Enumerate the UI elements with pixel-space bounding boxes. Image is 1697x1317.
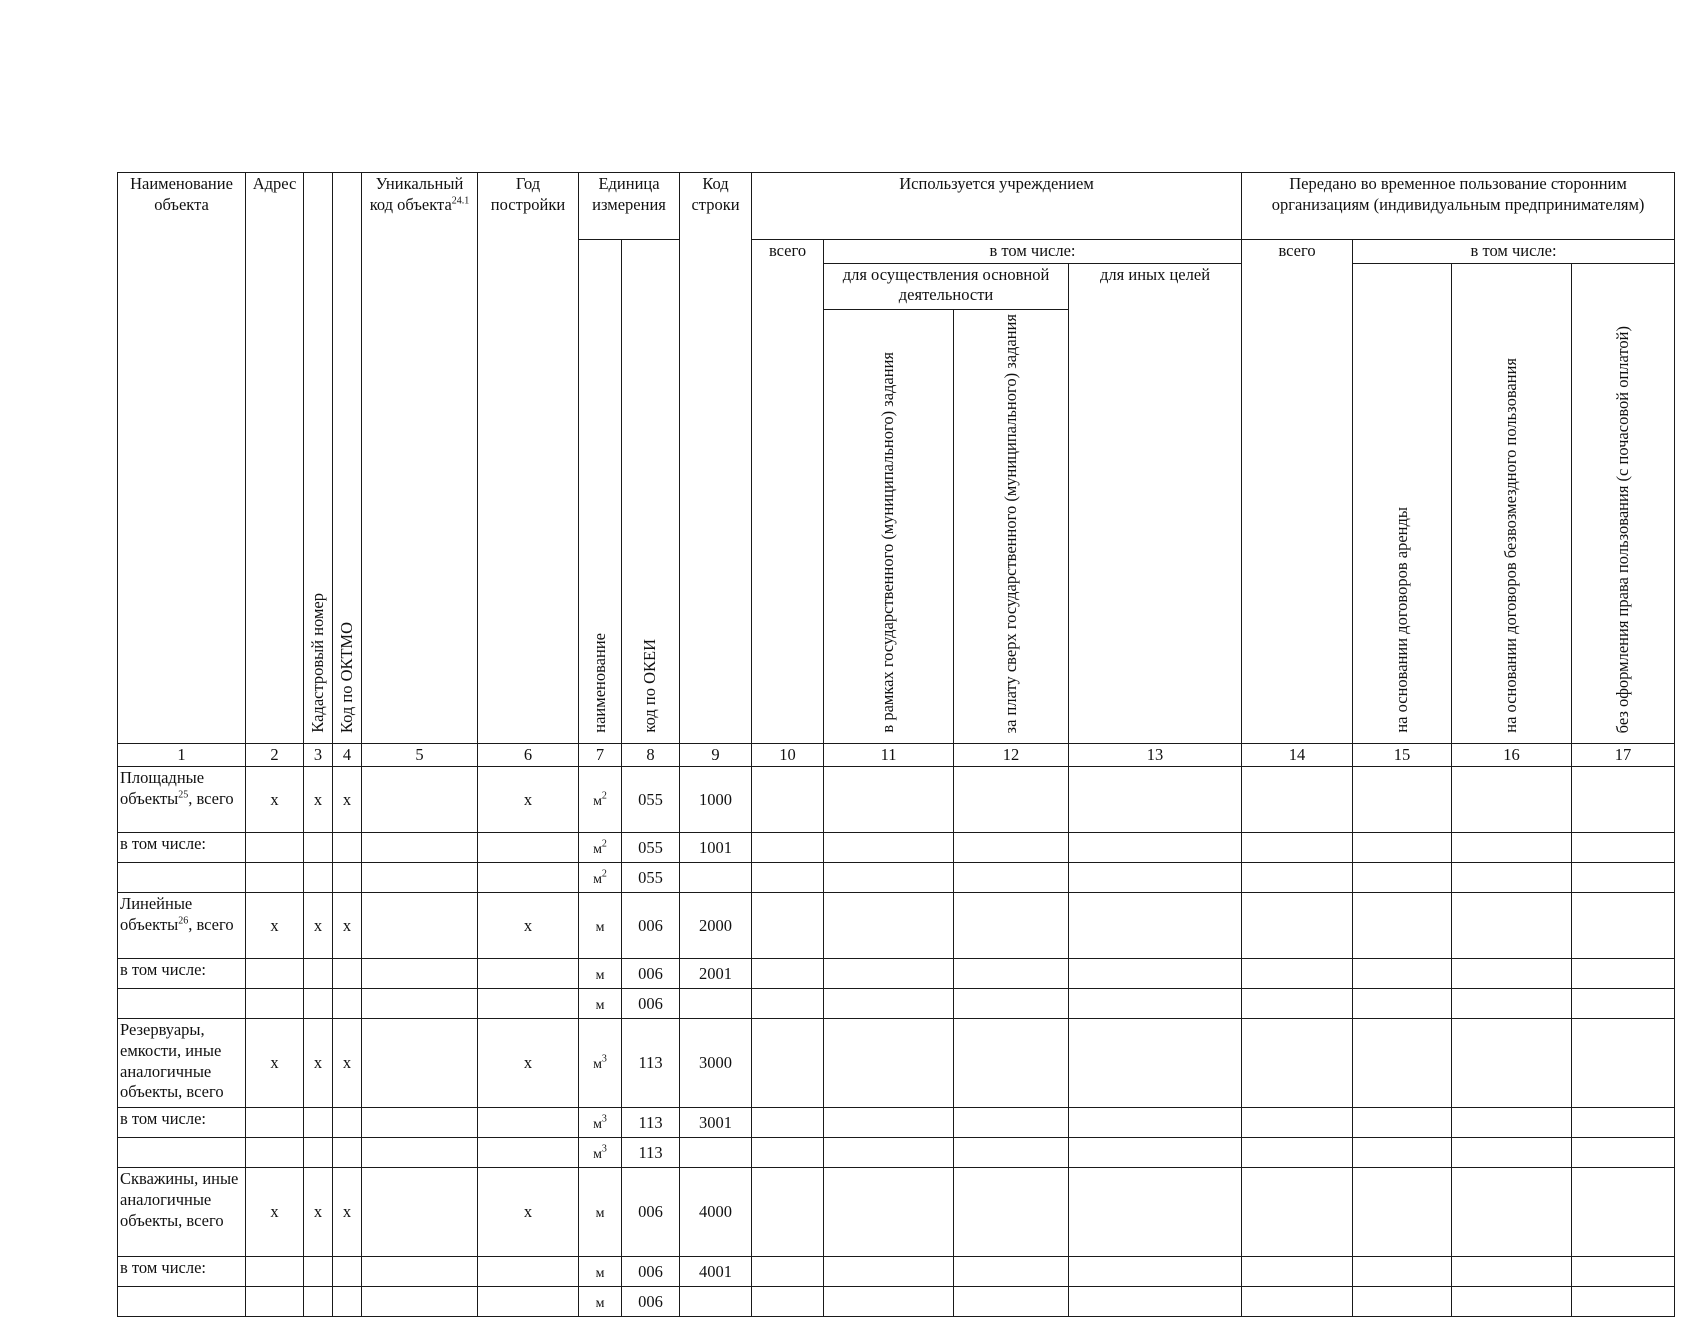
unit-name: м (593, 1116, 602, 1132)
value-cell-col-10 (752, 863, 824, 893)
unit-name-cell (579, 989, 622, 1019)
value-cell-col-14 (1242, 833, 1353, 863)
cadastral-cell (304, 1287, 333, 1317)
header-tr-hourly: без оформления права пользования (с почасовой оплатой) (1572, 263, 1675, 743)
address-cell (246, 863, 304, 893)
header-used-main: для осуществления основной деятельности (824, 263, 1069, 309)
value-cell-col-11 (824, 767, 954, 833)
object-name-cell (118, 989, 246, 1019)
table-row (118, 959, 1675, 989)
unit-name: м (595, 1206, 605, 1221)
header-tr-free: на основании договоров безвозмездного пользования (1452, 263, 1572, 743)
value-cell-col-15 (1353, 893, 1452, 959)
header-oktmo: Код по ОКТМО (333, 173, 362, 744)
okei-code-cell: 006 (622, 1168, 680, 1257)
value-cell-col-10 (752, 1019, 824, 1108)
table-row (118, 1138, 1675, 1168)
value-cell-col-17 (1572, 1108, 1675, 1138)
header-cadastral: Кадастровый номер (304, 173, 333, 744)
value-cell-col-14 (1242, 1257, 1353, 1287)
object-name: Скважины, иные аналогичные объекты, всего (120, 1169, 239, 1230)
value-cell-col-13 (1069, 1108, 1242, 1138)
value-cell-col-17 (1572, 833, 1675, 863)
address-cell (246, 1108, 304, 1138)
unique-code-cell (362, 1108, 478, 1138)
property-report-table (117, 172, 1675, 1317)
unique-code-cell (362, 863, 478, 893)
value-cell-col-17 (1572, 1257, 1675, 1287)
unit-name-cell (579, 767, 622, 833)
value-cell-col-15 (1353, 989, 1452, 1019)
cadastral-cell (304, 863, 333, 893)
value-cell-col-12 (954, 959, 1069, 989)
value-cell-col-14 (1242, 893, 1353, 959)
year-cell (478, 833, 579, 863)
year-cell (478, 1287, 579, 1317)
address-cell: x (246, 1168, 304, 1257)
value-cell-col-13 (1069, 767, 1242, 833)
value-cell-col-10 (752, 959, 824, 989)
unique-code-cell (362, 1019, 478, 1108)
unique-code-cell (362, 959, 478, 989)
value-cell-col-12 (954, 893, 1069, 959)
address-cell (246, 1287, 304, 1317)
object-name-cell (118, 767, 246, 833)
row-code-cell: 2001 (680, 959, 752, 989)
value-cell-col-11 (824, 863, 954, 893)
header-unit-okei: код по ОКЕИ (622, 240, 680, 744)
column-number: 9 (680, 743, 752, 767)
table-row (118, 1257, 1675, 1287)
year-cell (478, 863, 579, 893)
value-cell-col-15 (1353, 1108, 1452, 1138)
value-cell-col-12 (954, 1287, 1069, 1317)
header-tr-incl: в том числе: (1353, 240, 1675, 264)
header-unit: Единица измерения (579, 173, 680, 240)
table-row (118, 989, 1675, 1019)
address-cell (246, 959, 304, 989)
okei-code-cell: 006 (622, 893, 680, 959)
okei-code-cell: 113 (622, 1138, 680, 1168)
value-cell-col-15 (1353, 1168, 1452, 1257)
unique-code-cell (362, 989, 478, 1019)
value-cell-col-15 (1353, 833, 1452, 863)
object-name-cell (118, 1168, 246, 1257)
value-cell-col-17 (1572, 863, 1675, 893)
value-cell-col-16 (1452, 1019, 1572, 1108)
value-cell-col-10 (752, 833, 824, 863)
column-number: 6 (478, 743, 579, 767)
column-number: 12 (954, 743, 1069, 767)
okei-code-cell: 006 (622, 1287, 680, 1317)
table-body (118, 767, 1675, 1317)
cadastral-cell: x (304, 1168, 333, 1257)
value-cell-col-16 (1452, 833, 1572, 863)
value-cell-col-13 (1069, 1019, 1242, 1108)
unit-power: 3 (601, 1113, 607, 1124)
table-row (118, 863, 1675, 893)
value-cell-col-10 (752, 1257, 824, 1287)
value-cell-col-15 (1353, 1257, 1452, 1287)
value-cell-col-12 (954, 1168, 1069, 1257)
unique-code-cell (362, 1257, 478, 1287)
value-cell-col-13 (1069, 1287, 1242, 1317)
value-cell-col-10 (752, 1138, 824, 1168)
unit-name-cell (579, 1138, 622, 1168)
row-code-cell (680, 1287, 752, 1317)
header-transferred-group: Передано во временное пользование сторонним организациям (индивидуальным предпринимателям) (1242, 173, 1675, 240)
value-cell-col-15 (1353, 767, 1452, 833)
unit-name: м (595, 1265, 605, 1281)
unit-name-cell (579, 893, 622, 959)
cadastral-cell: x (304, 767, 333, 833)
unit-name-cell (579, 959, 622, 989)
value-cell-col-11 (824, 1257, 954, 1287)
oktmo-cell (333, 1257, 362, 1287)
column-number: 16 (1452, 743, 1572, 767)
header-unique-code: Уникальный код объекта$^{24.1}$ (362, 173, 478, 744)
unique-code-cell (362, 767, 478, 833)
value-cell-col-12 (954, 767, 1069, 833)
value-cell-col-17 (1572, 1287, 1675, 1317)
row-code-cell: 4000 (680, 1168, 752, 1257)
year-cell: x (478, 1019, 579, 1108)
value-cell-col-13 (1069, 1168, 1242, 1257)
unit-name: м (593, 871, 602, 887)
oktmo-cell: x (333, 1019, 362, 1108)
value-cell-col-16 (1452, 1287, 1572, 1317)
table-row (118, 767, 1675, 833)
header-used-main-fee: за плату сверх государственного (муниципального) задания (954, 309, 1069, 743)
header-used-total: всего (752, 240, 824, 744)
value-cell-col-14 (1242, 959, 1353, 989)
cadastral-cell (304, 1138, 333, 1168)
unit-name: м (595, 919, 605, 935)
table-row (118, 833, 1675, 863)
value-cell-col-13 (1069, 833, 1242, 863)
table-row (118, 1108, 1675, 1138)
object-name-cell (118, 959, 246, 989)
value-cell-col-16 (1452, 767, 1572, 833)
value-cell-col-17 (1572, 989, 1675, 1019)
unit-name: м (593, 841, 602, 857)
table-row (118, 1019, 1675, 1108)
unique-code-cell (362, 1287, 478, 1317)
column-number: 10 (752, 743, 824, 767)
value-cell-col-11 (824, 1108, 954, 1138)
okei-code-cell: 006 (622, 1257, 680, 1287)
table-row (118, 1168, 1675, 1257)
oktmo-cell (333, 1138, 362, 1168)
value-cell-col-12 (954, 1138, 1069, 1168)
value-cell-col-10 (752, 893, 824, 959)
value-cell-col-16 (1452, 989, 1572, 1019)
unique-code-cell (362, 1138, 478, 1168)
address-cell (246, 1257, 304, 1287)
address-cell: x (246, 767, 304, 833)
column-numbers-row (118, 743, 1675, 767)
oktmo-cell (333, 989, 362, 1019)
object-name-tail: , всего (188, 914, 234, 934)
header-name: Наименование объекта (118, 173, 246, 744)
value-cell-col-14 (1242, 1138, 1353, 1168)
value-cell-col-11 (824, 1287, 954, 1317)
column-number: 2 (246, 743, 304, 767)
object-name-cell (118, 1108, 246, 1138)
row-code-cell: 1001 (680, 833, 752, 863)
column-number: 11 (824, 743, 954, 767)
value-cell-col-17 (1572, 1168, 1675, 1257)
unit-name-cell (579, 1257, 622, 1287)
value-cell-col-12 (954, 863, 1069, 893)
row-code-cell: 3001 (680, 1108, 752, 1138)
row-code-cell: 1000 (680, 767, 752, 833)
okei-code-cell: 006 (622, 959, 680, 989)
unit-name-cell (579, 1108, 622, 1138)
object-name: Резервуары, емкости, иные аналогичные объекты, всего (120, 1020, 224, 1102)
value-cell-col-15 (1353, 1019, 1452, 1108)
year-cell (478, 959, 579, 989)
object-name: в том числе: (120, 1258, 207, 1278)
value-cell-col-13 (1069, 959, 1242, 989)
value-cell-col-15 (1353, 1287, 1452, 1317)
column-number: 3 (304, 743, 333, 767)
object-name-cell (118, 863, 246, 893)
value-cell-col-17 (1572, 959, 1675, 989)
header-used-main-state: в рамках государственного (муниципального) задания (824, 309, 954, 743)
value-cell-col-13 (1069, 1138, 1242, 1168)
value-cell-col-14 (1242, 1287, 1353, 1317)
value-cell-col-17 (1572, 893, 1675, 959)
value-cell-col-12 (954, 1108, 1069, 1138)
year-cell (478, 1108, 579, 1138)
object-name: Площадные объекты (120, 768, 205, 808)
column-number: 7 (579, 743, 622, 767)
value-cell-col-10 (752, 1168, 824, 1257)
okei-code-cell: 113 (622, 1019, 680, 1108)
row-code-cell: 3000 (680, 1019, 752, 1108)
value-cell-col-12 (954, 1257, 1069, 1287)
unit-name: м (593, 793, 602, 809)
oktmo-cell: x (333, 1168, 362, 1257)
object-name-cell (118, 893, 246, 959)
year-cell (478, 989, 579, 1019)
header-tr-total: всего (1242, 240, 1353, 744)
cadastral-cell (304, 1257, 333, 1287)
value-cell-col-17 (1572, 1138, 1675, 1168)
header-year: Год постройки (478, 173, 579, 744)
row-code-cell: 4001 (680, 1257, 752, 1287)
value-cell-col-14 (1242, 989, 1353, 1019)
object-name: в том числе: (120, 960, 207, 980)
value-cell-col-13 (1069, 1257, 1242, 1287)
year-cell: x (478, 893, 579, 959)
row-code-cell (680, 989, 752, 1019)
value-cell-col-14 (1242, 1019, 1353, 1108)
object-name-tail: , всего (188, 788, 234, 808)
oktmo-cell (333, 833, 362, 863)
column-number: 13 (1069, 743, 1242, 767)
column-number: 17 (1572, 743, 1675, 767)
value-cell-col-11 (824, 1138, 954, 1168)
value-cell-col-14 (1242, 1108, 1353, 1138)
header-tr-lease: на основании договоров аренды (1353, 263, 1452, 743)
unit-name-cell (579, 833, 622, 863)
unit-name: м (593, 1146, 602, 1162)
unit-name-cell (579, 863, 622, 893)
unit-name: м (595, 967, 605, 983)
unit-name-cell (579, 1019, 622, 1108)
object-name-cell (118, 1138, 246, 1168)
value-cell-col-11 (824, 959, 954, 989)
oktmo-cell (333, 1287, 362, 1317)
okei-code-cell: 055 (622, 767, 680, 833)
table-row (118, 1287, 1675, 1317)
value-cell-col-11 (824, 1168, 954, 1257)
okei-code-cell: 006 (622, 989, 680, 1019)
value-cell-col-15 (1353, 959, 1452, 989)
oktmo-cell (333, 863, 362, 893)
column-number: 14 (1242, 743, 1353, 767)
object-name-cell (118, 1019, 246, 1108)
column-number: 1 (118, 743, 246, 767)
table-row (118, 893, 1675, 959)
oktmo-cell (333, 959, 362, 989)
unit-name: м (595, 997, 605, 1013)
value-cell-col-16 (1452, 1257, 1572, 1287)
row-code-cell (680, 863, 752, 893)
value-cell-col-10 (752, 767, 824, 833)
value-cell-col-16 (1452, 1138, 1572, 1168)
column-number: 4 (333, 743, 362, 767)
year-cell: x (478, 1168, 579, 1257)
value-cell-col-14 (1242, 863, 1353, 893)
header-address: Адрес (246, 173, 304, 744)
unit-name-cell (579, 1168, 622, 1257)
footnote-ref: 26 (178, 915, 189, 927)
header-used-other: для иных целей (1069, 263, 1242, 743)
row-code-cell (680, 1138, 752, 1168)
address-cell (246, 1138, 304, 1168)
year-cell (478, 1257, 579, 1287)
okei-code-cell: 055 (622, 863, 680, 893)
value-cell-col-11 (824, 893, 954, 959)
header-unit-name: наименование (579, 240, 622, 744)
unit-power: 3 (601, 1053, 607, 1065)
column-number: 15 (1353, 743, 1452, 767)
value-cell-col-17 (1572, 767, 1675, 833)
year-cell (478, 1138, 579, 1168)
unique-code-cell (362, 1168, 478, 1257)
column-number: 8 (622, 743, 680, 767)
unit-power: 2 (601, 868, 607, 879)
object-name-cell (118, 1257, 246, 1287)
table-header (118, 173, 1675, 767)
value-cell-col-13 (1069, 893, 1242, 959)
footnote-ref: 25 (178, 789, 189, 801)
oktmo-cell: x (333, 767, 362, 833)
cadastral-cell (304, 1108, 333, 1138)
value-cell-col-16 (1452, 1168, 1572, 1257)
address-cell (246, 833, 304, 863)
value-cell-col-10 (752, 1108, 824, 1138)
value-cell-col-15 (1353, 1138, 1452, 1168)
value-cell-col-14 (1242, 767, 1353, 833)
value-cell-col-14 (1242, 1168, 1353, 1257)
value-cell-col-11 (824, 833, 954, 863)
address-cell (246, 989, 304, 1019)
value-cell-col-11 (824, 989, 954, 1019)
address-cell: x (246, 893, 304, 959)
unique-code-cell (362, 833, 478, 863)
okei-code-cell: 055 (622, 833, 680, 863)
row-code-cell: 2000 (680, 893, 752, 959)
value-cell-col-15 (1353, 863, 1452, 893)
value-cell-col-13 (1069, 863, 1242, 893)
unit-name-cell (579, 1287, 622, 1317)
value-cell-col-12 (954, 989, 1069, 1019)
value-cell-col-16 (1452, 863, 1572, 893)
value-cell-col-16 (1452, 1108, 1572, 1138)
object-name-cell (118, 1287, 246, 1317)
header-used-group: Используется учреждением (752, 173, 1242, 240)
cadastral-cell: x (304, 1019, 333, 1108)
value-cell-col-10 (752, 989, 824, 1019)
address-cell: x (246, 1019, 304, 1108)
value-cell-col-16 (1452, 959, 1572, 989)
okei-code-cell: 113 (622, 1108, 680, 1138)
cadastral-cell (304, 959, 333, 989)
unit-power: 3 (601, 1143, 607, 1154)
object-name-cell (118, 833, 246, 863)
unit-power: 2 (601, 838, 607, 849)
cadastral-cell (304, 989, 333, 1019)
year-cell: x (478, 767, 579, 833)
object-name: в том числе: (120, 1109, 207, 1129)
cadastral-cell (304, 833, 333, 863)
value-cell-col-12 (954, 1019, 1069, 1108)
unit-power: 2 (601, 790, 607, 801)
value-cell-col-11 (824, 1019, 954, 1108)
object-name: Линейные объекты (120, 894, 193, 934)
header-used-incl: в том числе: (824, 240, 1242, 264)
value-cell-col-12 (954, 833, 1069, 863)
oktmo-cell (333, 1108, 362, 1138)
value-cell-col-13 (1069, 989, 1242, 1019)
unit-name: м (593, 1057, 602, 1072)
header-row-code: Код строки (680, 173, 752, 744)
unique-code-cell (362, 893, 478, 959)
unit-name: м (595, 1295, 605, 1311)
object-name: в том числе: (120, 834, 207, 854)
oktmo-cell: x (333, 893, 362, 959)
value-cell-col-17 (1572, 1019, 1675, 1108)
column-number: 5 (362, 743, 478, 767)
value-cell-col-16 (1452, 893, 1572, 959)
value-cell-col-10 (752, 1287, 824, 1317)
cadastral-cell: x (304, 893, 333, 959)
